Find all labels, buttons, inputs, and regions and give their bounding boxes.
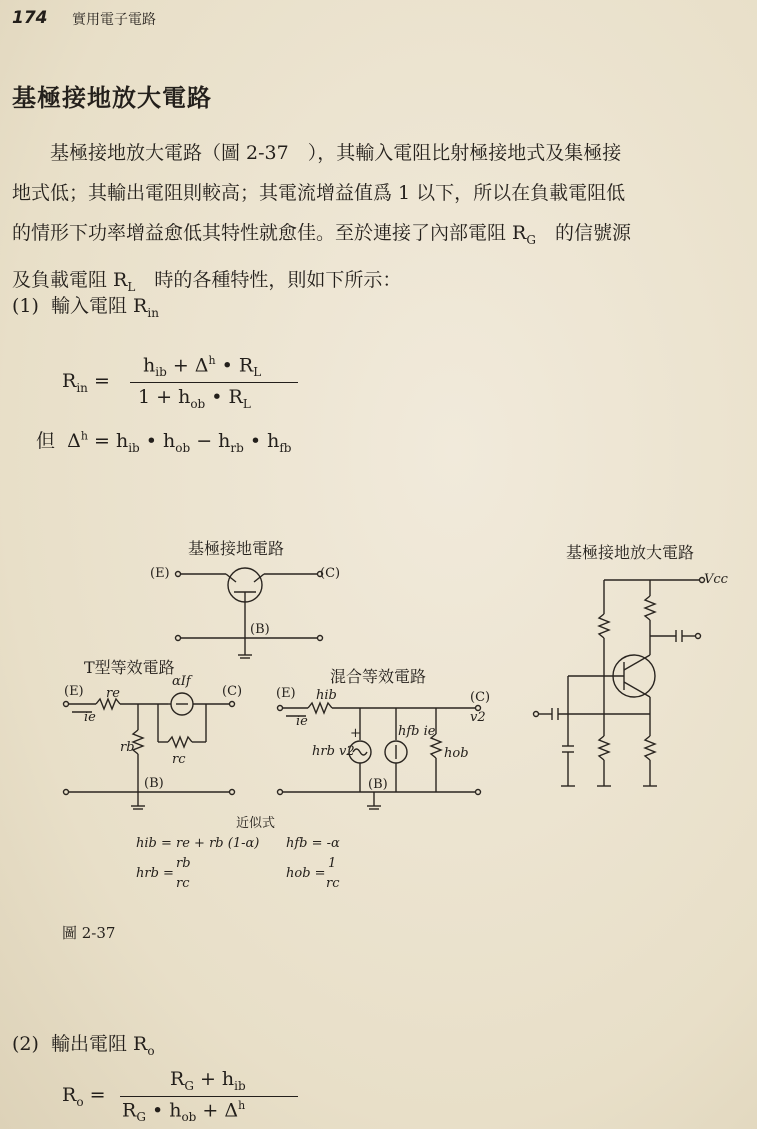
approx-hib: hib = re + rb (1-α) [136, 836, 260, 851]
rin-denominator: $1 + h_{ob}$ • $R_L$ [138, 386, 251, 411]
item-2-heading: (2) 輸出電阻 $R_o$ [12, 1033, 155, 1058]
para-line: 及負載電阻 $R_L$ 時的各種特性，則如下所示： [12, 268, 402, 294]
t-re-label: re [106, 686, 120, 701]
cb-E-label: (E) [150, 566, 170, 581]
running-title: 實用電子電路 [72, 12, 156, 28]
rin-numerator: $h_{ib} + \Delta^h$ • $R_L$ [143, 354, 262, 380]
rin-lhs: $R_{in}$ = [62, 370, 110, 395]
approx-hrb: hrb = [136, 866, 174, 881]
para-line: 地式低；其輸出電阻則較高；其電流增益值爲 1 以下，所以在負載電阻低 [12, 182, 626, 204]
vcc-label: Vcc [704, 572, 728, 587]
t-E-label: (E) [64, 684, 84, 699]
approx-hrb-den: rc [176, 876, 190, 891]
h-E-label: (E) [276, 686, 296, 701]
approx-hob-num: 1 [328, 856, 337, 871]
approx-hrb-num: rb [176, 856, 191, 871]
section-title: 基極接地放大電路 [12, 84, 212, 112]
t-model-title: T型等效電路 [84, 658, 175, 677]
approx-hob: hob = [286, 866, 326, 881]
t-rc-label: rc [172, 752, 186, 767]
h-hib-label: hib [316, 688, 337, 703]
approx-hob-den: rc [326, 876, 340, 891]
h-hob-label: hob [444, 746, 469, 761]
cb-C-label: (C) [320, 566, 341, 581]
t-C-label: (C) [222, 684, 243, 699]
ro-denominator: $R_G$ • $h_{ob} + \Delta^h$ [122, 1099, 246, 1125]
h-B-label: (B) [368, 777, 388, 792]
delta-h-formula: 但 $\Delta^h = h_{ib}$ • $h_{ob} - h_{rb}$ • $h_{fb}$ [36, 429, 292, 455]
h-hrb-label: hrb v2 [312, 744, 355, 759]
item-1-heading: (1) 輸入電阻 $R_{in}$ [12, 295, 159, 320]
cb-amp-title: 基極接地放大電路 [566, 543, 695, 562]
approx-hfb: hfb = -α [286, 836, 340, 851]
t-B-label: (B) [144, 776, 164, 791]
h-ie-label: ie [296, 714, 308, 729]
cb-circuit-title: 基極接地電路 [188, 539, 285, 558]
figure-label: 圖 2-37 [62, 924, 116, 942]
h-plus-label: + [350, 726, 361, 741]
h-hfb-label: hfb ie [398, 724, 436, 739]
hybrid-model-title: 混合等效電路 [330, 667, 427, 686]
h-C-label: (C) [470, 690, 491, 705]
para-line: 基極接地放大電路（圖 2-37 ），其輸入電阻比射極接地式及集極接 [12, 142, 622, 164]
t-rb-label: rb [120, 740, 135, 755]
approx-title: 近似式 [236, 816, 276, 831]
h-v2-label: v2 [470, 710, 486, 725]
ro-fraction-bar [120, 1096, 298, 1097]
cb-B-label: (B) [250, 622, 270, 637]
page-number: 174 [12, 8, 48, 28]
ro-lhs: $R_o$ = [62, 1084, 106, 1109]
t-ie-label: ie [84, 710, 96, 725]
ro-numerator: $R_G + h_{ib}$ [170, 1068, 246, 1093]
t-alpha-label: αIf [172, 674, 191, 689]
para-line: 的情形下功率增益愈低其特性就愈佳。至於連接了內部電阻 $R_G$ 的信號源 [12, 222, 631, 247]
